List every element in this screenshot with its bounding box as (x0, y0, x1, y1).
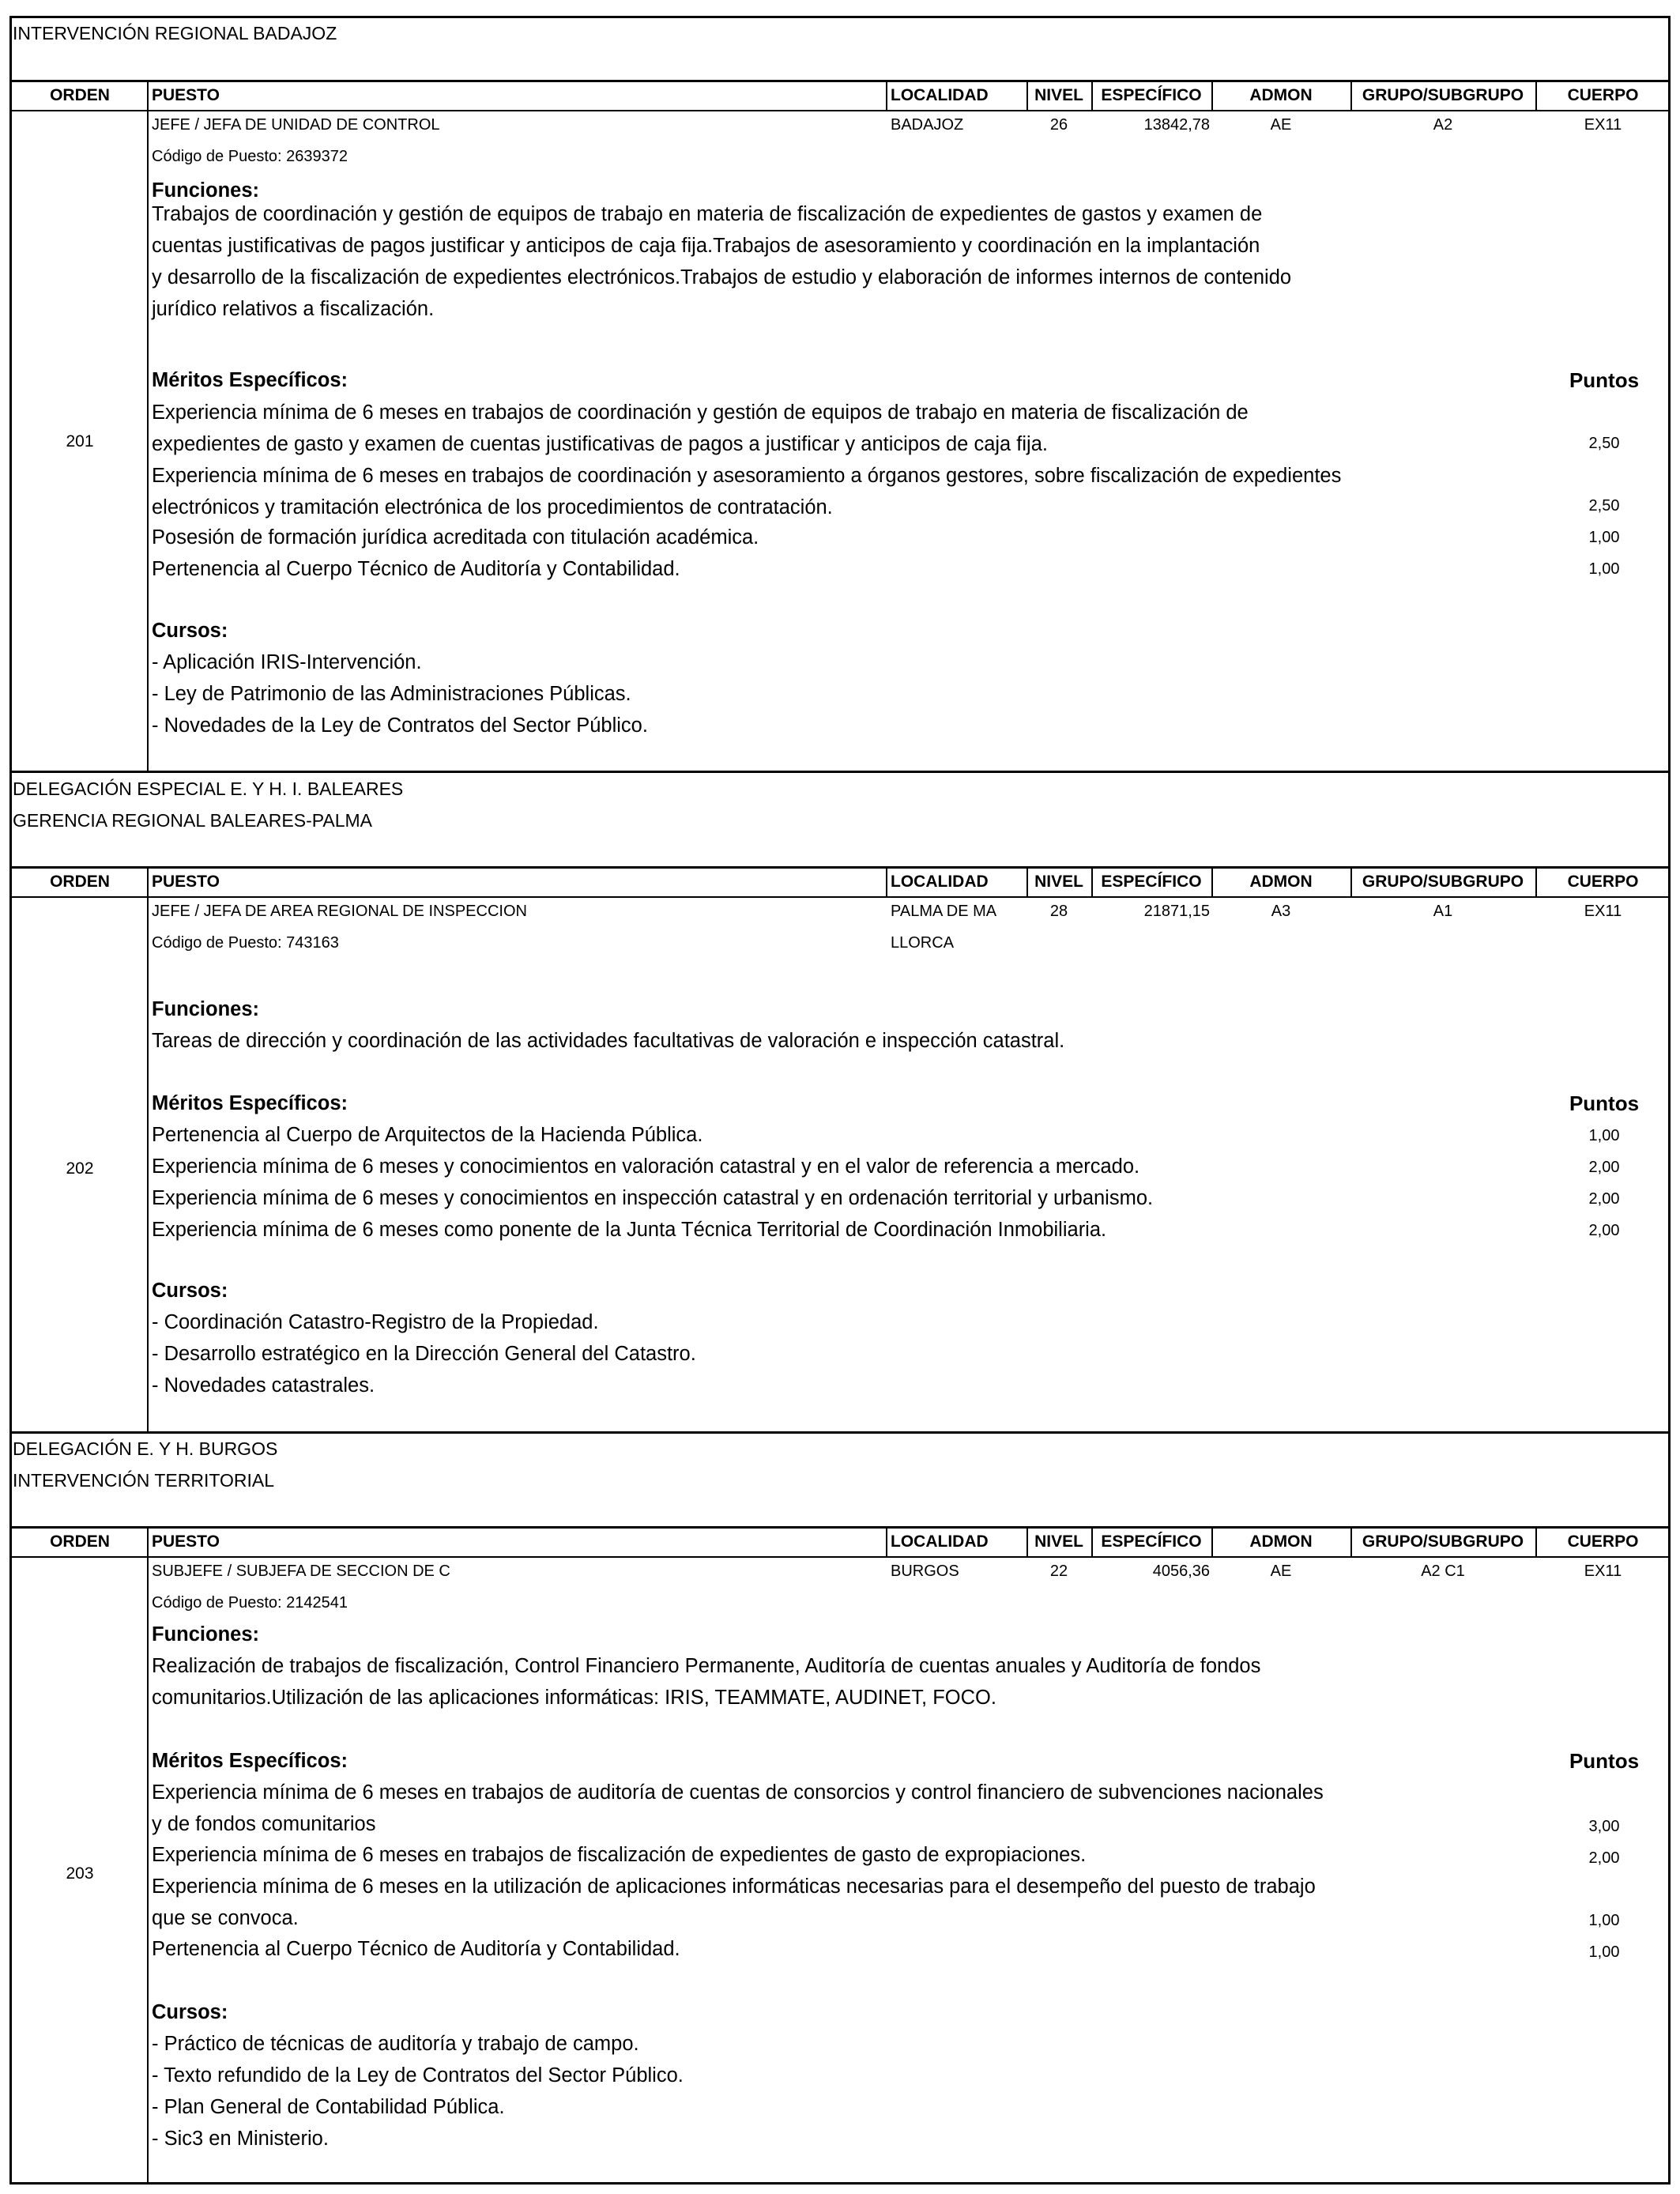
col-orden-header: ORDEN (50, 873, 110, 891)
column-rule (1535, 1526, 1537, 1556)
section-heading: INTERVENCIÓN REGIONAL BADAJOZ (13, 23, 337, 43)
codigo-puesto: Código de Puesto: 743163 (152, 934, 339, 952)
curso-line: - Texto refundido de la Ley de Contratos del Sector Público. (152, 2064, 684, 2087)
merito-puntos: 1,00 (1588, 529, 1620, 546)
table-header-top-rule (9, 80, 1671, 82)
merito-line: electrónicos y tramitación electrónica de los procedimientos de contratación. (152, 496, 833, 518)
funciones-label: Funciones: (152, 998, 260, 1020)
column-rule (1350, 1526, 1352, 1556)
merito-line: Pertenencia al Cuerpo de Arquitectos de la Hacienda Pública. (152, 1124, 703, 1146)
funciones-label: Funciones: (152, 179, 260, 202)
funciones-line: comunitarios.Utilización de las aplicaciones informáticas: IRIS, TEAMMATE, AUDINET, FOCO. (152, 1687, 996, 1709)
merito-line: Experiencia mínima de 6 meses en trabajos de auditoría de cuentas de consorcios y control financiero de subvenciones nacionales (152, 1781, 1324, 1804)
merito-line: Pertenencia al Cuerpo Técnico de Auditoría y Contabilidad. (152, 558, 680, 580)
puntos-label: Puntos (1569, 1091, 1640, 1115)
merito-line: Experiencia mínima de 6 meses en la utilización de aplicaciones informáticas necesarias para el desempeño del puesto de trabajo (152, 1875, 1316, 1898)
col-especifico-header: ESPECÍFICO (1101, 1532, 1202, 1551)
merito-puntos: 1,00 (1588, 560, 1620, 578)
table-header-bottom-rule (9, 110, 1671, 111)
cursos-label: Cursos: (152, 1280, 228, 1302)
col-grupo-header: GRUPO/SUBGRUPO (1362, 873, 1524, 891)
funciones-line: y desarrollo de la fiscalización de expedientes electrónicos.Trabajos de estudio y elaboración de informes internos de contenido (152, 266, 1292, 288)
merito-line: Posesión de formación jurídica acreditada con titulación académica. (152, 526, 759, 548)
column-rule (1091, 80, 1093, 110)
column-rule (1091, 1526, 1093, 1556)
localidad-value: BADAJOZ (891, 116, 964, 134)
merito-puntos: 2,00 (1588, 1222, 1620, 1239)
puesto-title: JEFE / JEFA DE UNIDAD DE CONTROL (152, 116, 440, 134)
merito-puntos: 3,00 (1588, 1818, 1620, 1835)
especifico-value: 21871,15 (1143, 903, 1210, 920)
orden-column-rule (147, 1556, 149, 2185)
table-header-bottom-rule (9, 1556, 1671, 1558)
col-admon-header: ADMON (1249, 1532, 1313, 1551)
curso-line: - Sic3 en Ministerio. (152, 2128, 329, 2150)
curso-line: - Ley de Patrimonio de las Administraciones Públicas. (152, 683, 631, 705)
col-cuerpo-header: CUERPO (1567, 1532, 1639, 1551)
column-rule (1026, 1526, 1028, 1556)
cuerpo-value: EX11 (1584, 903, 1622, 920)
localidad-value: LLORCA (891, 934, 955, 952)
column-rule (886, 1526, 887, 1556)
merito-line: Experiencia mínima de 6 meses y conocimientos en inspección catastral y en ordenación territorial y urbanismo. (152, 1187, 1154, 1209)
merito-puntos: 1,00 (1588, 1912, 1620, 1929)
puesto-title: SUBJEFE / SUBJEFA DE SECCION DE C (152, 1563, 450, 1580)
col-admon-header: ADMON (1249, 873, 1313, 891)
section-separator (9, 1431, 1671, 1434)
orden-number: 203 (66, 1864, 94, 1883)
col-localidad-header: LOCALIDAD (891, 1532, 989, 1551)
col-localidad-header: LOCALIDAD (891, 873, 989, 891)
merito-line: Pertenencia al Cuerpo Técnico de Auditoría y Contabilidad. (152, 1938, 680, 1960)
meritos-label: Méritos Específicos: (152, 1750, 348, 1772)
merito-line: Experiencia mínima de 6 meses en trabajos de coordinación y asesoramiento a órganos gestores, sobre fiscalización de expedientes (152, 465, 1342, 487)
curso-line: - Coordinación Catastro-Registro de la Propiedad. (152, 1311, 599, 1333)
column-rule (1211, 1526, 1213, 1556)
col-puesto-header: PUESTO (152, 873, 220, 891)
column-rule (147, 866, 149, 896)
column-rule (1535, 80, 1537, 110)
column-rule (1350, 866, 1352, 896)
funciones-line: Trabajos de coordinación y gestión de equipos de trabajo en materia de fiscalización de expedientes de gastos y examen de (152, 203, 1263, 225)
col-grupo-header: GRUPO/SUBGRUPO (1362, 86, 1524, 104)
grupo-value: A2 (1433, 116, 1453, 134)
merito-line: Experiencia mínima de 6 meses en trabajos de coordinación y gestión de equipos de trabajo en materia de fiscalización de (152, 401, 1249, 424)
col-especifico-header: ESPECÍFICO (1101, 86, 1202, 104)
codigo-puesto: Código de Puesto: 2142541 (152, 1594, 348, 1612)
cursos-label: Cursos: (152, 620, 228, 642)
funciones-line: Realización de trabajos de fiscalización, Control Financiero Permanente, Auditoría de cuentas anuales y Auditoría de fondos (152, 1655, 1261, 1677)
admon-value: AE (1270, 1563, 1292, 1580)
section-separator (9, 771, 1671, 773)
column-rule (1350, 80, 1352, 110)
funciones-line: Tareas de dirección y coordinación de las actividades facultativas de valoración e inspección catastral. (152, 1030, 1065, 1052)
curso-line: - Novedades de la Ley de Contratos del Sector Público. (152, 714, 648, 737)
col-puesto-header: PUESTO (152, 86, 220, 104)
merito-line: y de fondos comunitarios (152, 1813, 376, 1835)
puntos-label: Puntos (1569, 1749, 1640, 1773)
curso-line: - Aplicación IRIS-Intervención. (152, 651, 422, 673)
especifico-value: 4056,36 (1152, 1563, 1210, 1580)
column-rule (1211, 866, 1213, 896)
column-rule (1091, 866, 1093, 896)
merito-puntos: 2,00 (1588, 1159, 1620, 1176)
merito-puntos: 1,00 (1588, 1943, 1620, 1961)
column-rule (147, 1526, 149, 1556)
merito-line: Experiencia mínima de 6 meses en trabajos de fiscalización de expedientes de gasto de expropiaciones. (152, 1844, 1087, 1866)
merito-puntos: 2,50 (1588, 435, 1620, 452)
column-rule (147, 80, 149, 110)
meritos-label: Méritos Específicos: (152, 369, 348, 391)
curso-line: - Desarrollo estratégico en la Dirección General del Catastro. (152, 1343, 696, 1365)
cuerpo-value: EX11 (1584, 1563, 1622, 1580)
col-orden-header: ORDEN (50, 86, 110, 104)
funciones-line: jurídico relativos a fiscalización. (152, 298, 435, 320)
curso-line: - Novedades catastrales. (152, 1374, 375, 1397)
nivel-value: 26 (1049, 116, 1068, 134)
curso-line: - Plan General de Contabilidad Pública. (152, 2096, 505, 2118)
table-header-top-rule (9, 866, 1671, 869)
grupo-value: A2 C1 (1421, 1563, 1465, 1580)
col-nivel-header: NIVEL (1034, 86, 1083, 104)
merito-line: Experiencia mínima de 6 meses como ponente de la Junta Técnica Territorial de Coordinación Inmobiliaria. (152, 1219, 1107, 1241)
table-header-bottom-rule (9, 896, 1671, 898)
merito-puntos: 2,00 (1588, 1190, 1620, 1208)
column-rule (1535, 866, 1537, 896)
nivel-value: 28 (1049, 903, 1068, 920)
merito-line: que se convoca. (152, 1907, 299, 1929)
col-puesto-header: PUESTO (152, 1532, 220, 1551)
merito-puntos: 2,50 (1588, 497, 1620, 515)
merito-puntos: 1,00 (1588, 1127, 1620, 1144)
puesto-title: JEFE / JEFA DE AREA REGIONAL DE INSPECCION (152, 903, 527, 920)
col-nivel-header: NIVEL (1034, 873, 1083, 891)
col-orden-header: ORDEN (50, 1532, 110, 1551)
section-heading: DELEGACIÓN ESPECIAL E. Y H. I. BALEARES (13, 778, 404, 799)
column-rule (1026, 866, 1028, 896)
col-grupo-header: GRUPO/SUBGRUPO (1362, 1532, 1524, 1551)
column-rule (886, 80, 887, 110)
section-heading: DELEGACIÓN E. Y H. BURGOS (13, 1438, 278, 1459)
puntos-label: Puntos (1569, 368, 1640, 392)
column-rule (1211, 80, 1213, 110)
section-heading: GERENCIA REGIONAL BALEARES-PALMA (13, 810, 373, 831)
meritos-label: Méritos Específicos: (152, 1092, 348, 1114)
funciones-line: cuentas justificativas de pagos justificar y anticipos de caja fija.Trabajos de asesoramiento y coordinación en la implantación (152, 235, 1260, 257)
section-heading: INTERVENCIÓN TERRITORIAL (13, 1470, 275, 1491)
merito-puntos: 2,00 (1588, 1849, 1620, 1867)
funciones-label: Funciones: (152, 1623, 260, 1646)
admon-value: A3 (1271, 903, 1291, 920)
merito-line: Experiencia mínima de 6 meses y conocimientos en valoración catastral y en el valor de referencia a mercado. (152, 1155, 1140, 1178)
orden-number: 201 (66, 432, 94, 450)
column-rule (886, 866, 887, 896)
cuerpo-value: EX11 (1584, 116, 1622, 134)
merito-line: expedientes de gasto y examen de cuentas justificativas de pagos a justificar y anticipos de caja fija. (152, 433, 1048, 455)
col-cuerpo-header: CUERPO (1567, 86, 1639, 104)
orden-column-rule (147, 110, 149, 771)
col-especifico-header: ESPECÍFICO (1101, 873, 1202, 891)
col-localidad-header: LOCALIDAD (891, 86, 989, 104)
col-cuerpo-header: CUERPO (1567, 873, 1639, 891)
codigo-puesto: Código de Puesto: 2639372 (152, 148, 348, 165)
especifico-value: 13842,78 (1143, 116, 1210, 134)
col-nivel-header: NIVEL (1034, 1532, 1083, 1551)
curso-line: - Práctico de técnicas de auditoría y trabajo de campo. (152, 2033, 639, 2055)
table-header-top-rule (9, 1526, 1671, 1529)
localidad-value: BURGOS (891, 1563, 959, 1580)
localidad-value: PALMA DE MA (891, 903, 997, 920)
nivel-value: 22 (1049, 1563, 1068, 1580)
orden-number: 202 (66, 1159, 94, 1178)
admon-value: AE (1270, 116, 1292, 134)
orden-column-rule (147, 896, 149, 1431)
cursos-label: Cursos: (152, 2001, 228, 2023)
col-admon-header: ADMON (1249, 86, 1313, 104)
grupo-value: A1 (1433, 903, 1453, 920)
column-rule (1026, 80, 1028, 110)
